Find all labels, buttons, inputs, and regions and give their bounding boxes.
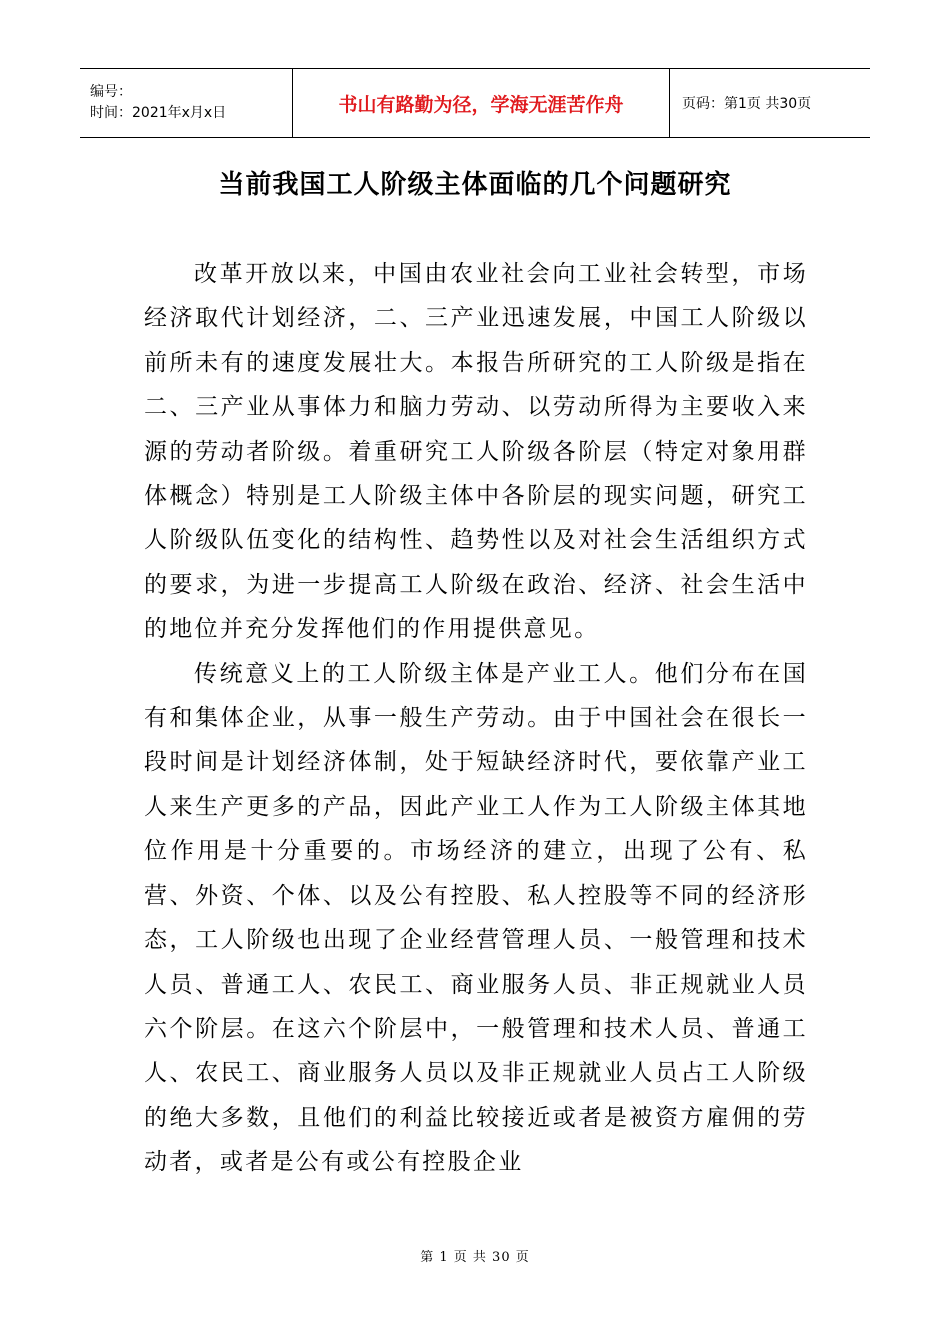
header-motto-cell — [293, 69, 670, 137]
header-motto: 书山有路勤为径，学海无涯苦作舟 — [338, 93, 624, 116]
header-page-info: 页码：第1页 共30页 — [682, 96, 812, 112]
header-page-cell — [670, 69, 870, 137]
header-meta — [80, 69, 293, 137]
document-body — [144, 252, 808, 1185]
document-number-label: 编号： — [90, 84, 132, 100]
body-paragraph: 改革开放以来，中国由农业社会向工业社会转型，市场经济取代计划经济，二、三产业迅速发展，中国工人阶级以前所未有的速度发展壮大。本报告所研究的工人阶级是指在二、三产业从事体力和脑力劳动、以劳动所得为主要收入来源的劳动者阶级。着重研究工人阶级各阶层（特定对象用群体概念）特别是工人阶级主体中各阶层的现实问题，研究工人阶级队伍变化的结构性、趋势性以及对社会生活组织方式的要求，为进一步提高工人阶级在政治、经济、社会生活中的地位并充分发挥他们的作用提供意见。 — [144, 261, 808, 643]
page-footer: 第 1 页 共 30 页 — [420, 1250, 530, 1265]
page-header — [80, 68, 870, 138]
document-title: 当前我国工人阶级主体面临的几个问题研究 — [218, 170, 732, 200]
document-time-label: 时间：2021年x月x日 — [90, 105, 227, 121]
body-paragraph: 传统意义上的工人阶级主体是产业工人。他们分布在国有和集体企业，从事一般生产劳动。由于中国社会在很长一段时间是计划经济体制，处于短缺经济时代，要依靠产业工人来生产更多的产品，因此产业工人作为工人阶级主体其地位作用是十分重要的。市场经济的建立，出现了公有、私营、外资、个体、以及公有控股、私人控股等不同的经济形态，工人阶级也出现了企业经营管理人员、一般管理和技术人员、普通工人、农民工、商业服务人员、非正规就业人员六个阶层。在这六个阶层中，一般管理和技术人员、普通工人、农民工、商业服务人员以及非正规就业人员占工人阶级的绝大多数，且他们的利益比较接近或者是被资方雇佣的劳动者，或者是公有或公有控股企业 — [144, 660, 808, 1176]
